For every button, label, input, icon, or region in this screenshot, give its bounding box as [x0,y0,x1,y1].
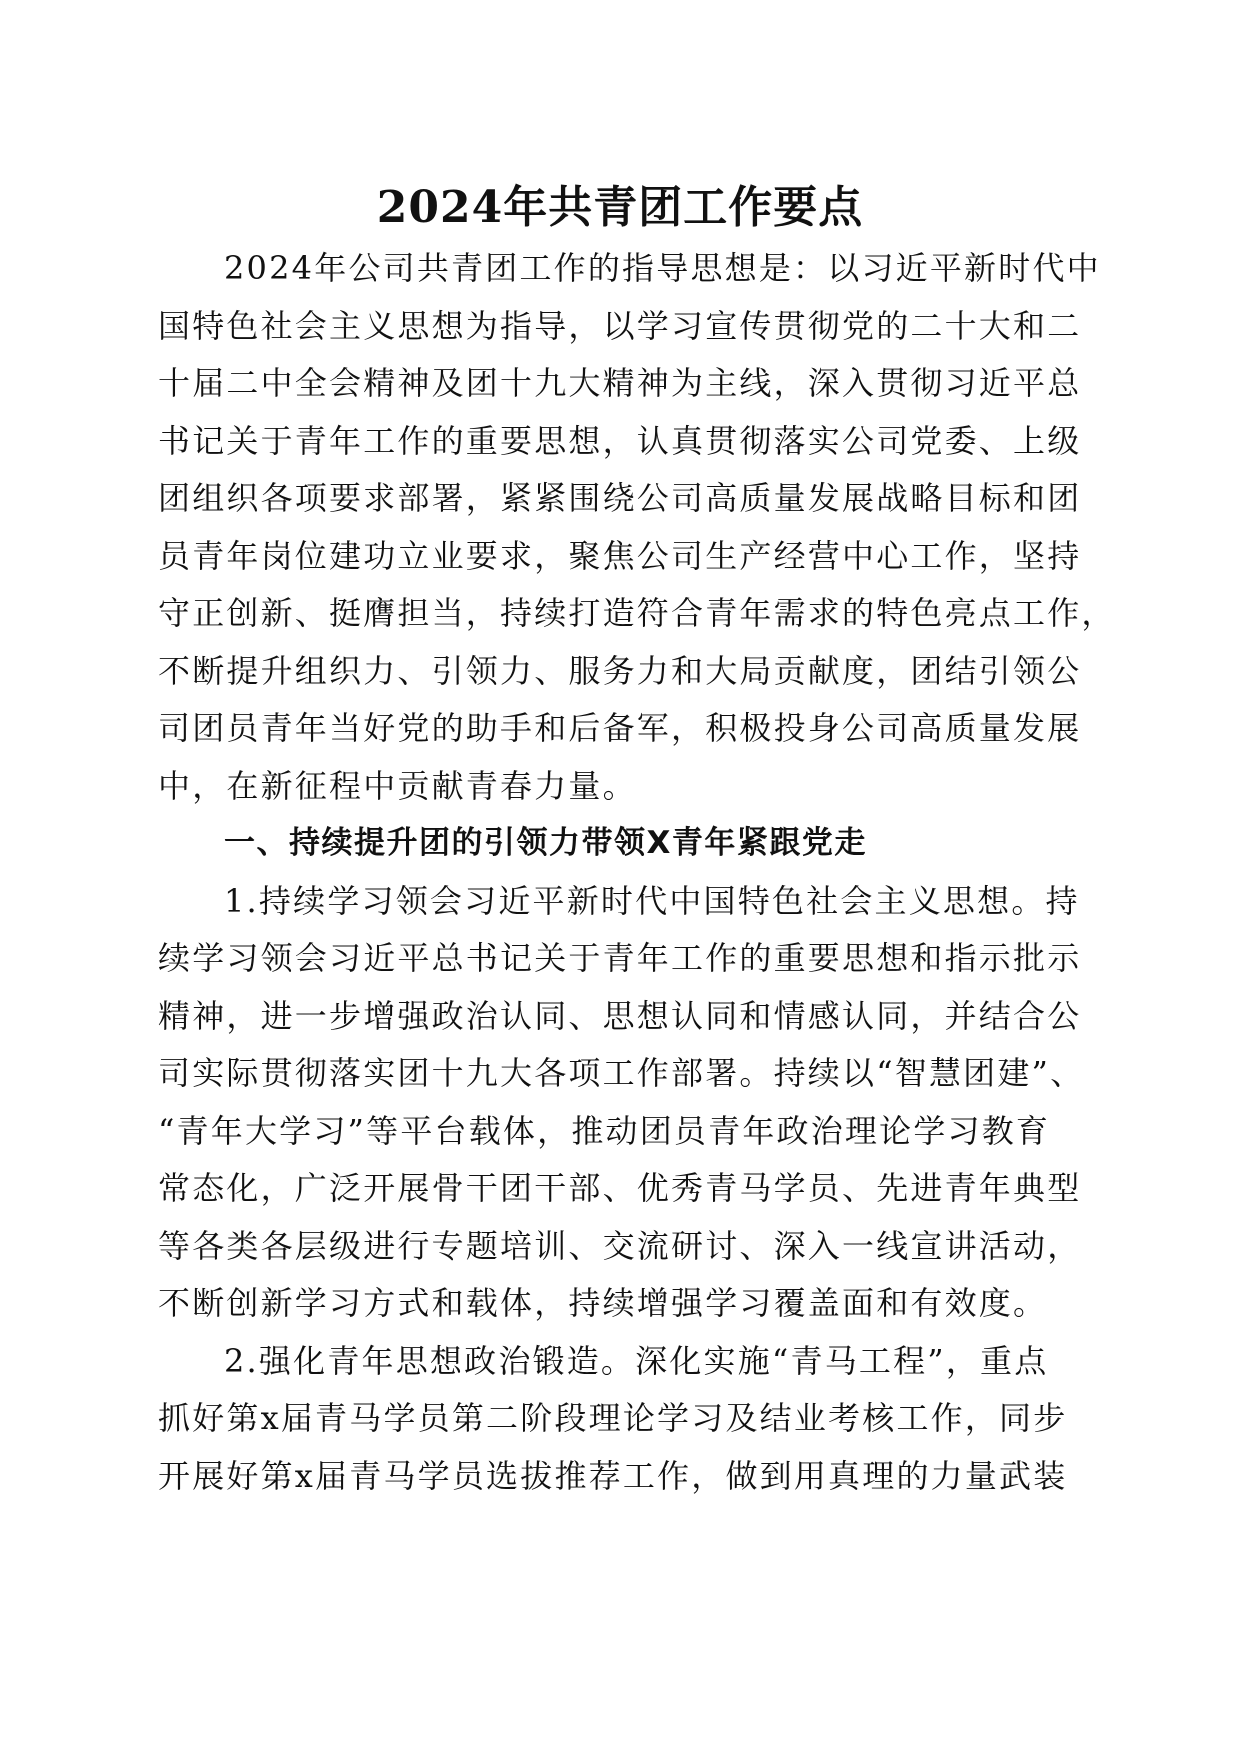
text-line: 中，在新征程中贡献青春力量。 [158,766,637,805]
text-line: 守正创新、挺膺担当，持续打造符合青年需求的特色亮点工作， [158,594,1116,632]
text-line: 书记关于青年工作的重要思想，认真贯彻落实公司党委、上级 [158,421,1082,460]
text-line: 续学习领会习近平总书记关于青年工作的重要思想和指示批示 [158,939,1082,977]
text-line: 员青年岗位建功立业要求，聚焦公司生产经营中心工作，坚持 [158,536,1082,575]
text-line: 团组织各项要求部署，紧紧围绕公司高质量发展战略目标和团 [158,479,1082,517]
text-line: 开展好第x届青马学员选拔推荐工作，做到用真理的力量武装 [158,1456,1068,1495]
document-body [158,240,1116,1505]
text-line: 不断提升组织力、引领力、服务力和大局贡献度，团结引领公 [158,651,1082,690]
item-1-paragraph [158,873,1085,1333]
text-line: 抓好第x届青马学员第二阶段理论学习及结业考核工作，同步 [158,1399,1068,1437]
text-line: 2.强化青年思想政治锻造。深化实施“青马工程”，重点 [224,1341,1049,1380]
text-line: 司团员青年当好党的助手和后备军，积极投身公司高质量发展 [158,709,1082,747]
text-line: 精神，进一步增强政治认同、思想认同和情感认同，并结合公 [158,996,1082,1035]
text-line: 常态化，广泛开展骨干团干部、优秀青马学员、先进青年典型 [158,1169,1082,1207]
section-heading: 一、持续提升团的引领力带领X青年紧跟党走 [224,825,867,861]
text-line: “青年大学习”等平台载体，推动团员青年政治理论学习教育 [158,1111,1051,1150]
document-title: 2024年共青团工作要点 [376,182,864,233]
text-line: 2024年公司共青团工作的指导思想是：以习近平新时代中 [224,249,1101,287]
item-2-paragraph [158,1333,1068,1506]
text-line: 司实际贯彻落实团十九大各项工作部署。持续以“智慧团建”、 [158,1054,1085,1092]
text-line: 等各类各层级进行专题培训、交流研讨、深入一线宣讲活动， [158,1226,1082,1265]
text-line: 1.持续学习领会习近平新时代中国特色社会主义思想。持 [224,881,1080,920]
text-line: 国特色社会主义思想为指导，以学习宣传贯彻党的二十大和二 [158,306,1082,345]
intro-paragraph [158,240,1116,815]
text-line: 不断创新学习方式和载体，持续增强学习覆盖面和有效度。 [158,1284,1048,1322]
text-line: 十届二中全会精神及团十九大精神为主线，深入贯彻习近平总 [158,364,1082,402]
